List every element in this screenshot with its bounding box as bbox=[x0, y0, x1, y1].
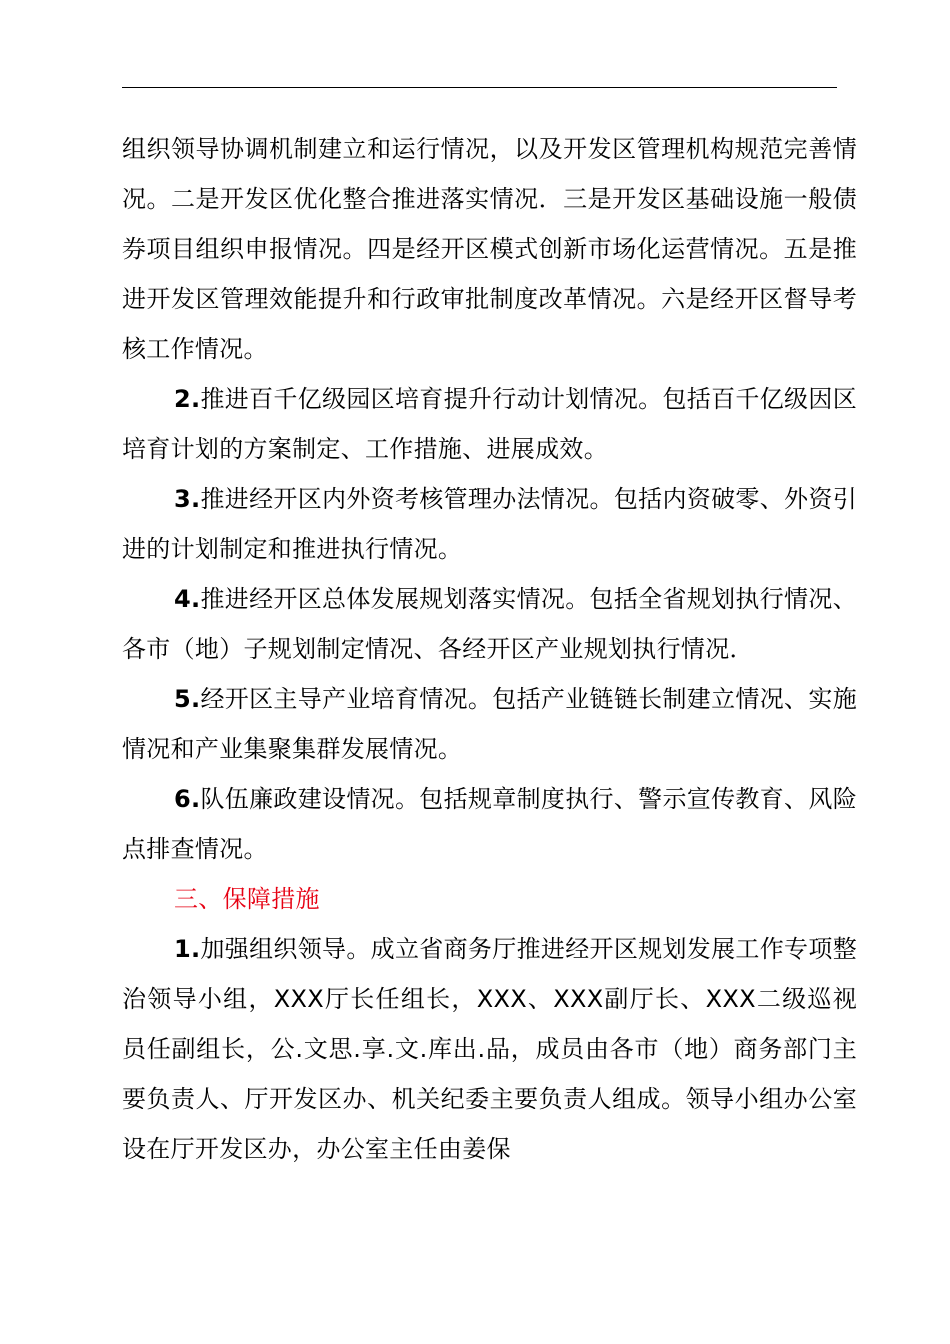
item-number: 3. bbox=[174, 485, 201, 513]
paragraph-item-3 bbox=[122, 474, 857, 574]
paragraph-continuation bbox=[122, 124, 857, 374]
item-number: 4. bbox=[174, 585, 201, 613]
item-number: 1. bbox=[174, 935, 201, 963]
paragraph-text: 推进百千亿级园区培育提升行动计划情况。包括百千亿级因区培育计划的方案制定、工作措施、进展成效。 bbox=[122, 385, 857, 463]
paragraph-text: 队伍廉政建设情况。包括规章制度执行、警示宣传教育、风险点排查情况。 bbox=[122, 785, 857, 863]
paragraph-item-2 bbox=[122, 374, 857, 474]
item-number: 6. bbox=[174, 785, 201, 813]
document-body bbox=[122, 124, 857, 1174]
paragraph-text: 经开区主导产业培育情况。包括产业链链长制建立情况、实施情况和产业集聚集群发展情况。 bbox=[122, 685, 857, 763]
paragraph-text: 组织领导协调机制建立和运行情况，以及开发区管理机构规范完善情况。二是开发区优化整合推进落实情况．三是开发区基础设施一般债券项目组织申报情况。四是经开区模式创新市场化运营情况。五是推进开发区管理效能提升和行政审批制度改革情况。六是经开区督导考核工作情况。 bbox=[122, 135, 857, 363]
paragraph-item-6 bbox=[122, 774, 857, 874]
paragraph-text: 推进经开区内外资考核管理办法情况。包括内资破零、外资引进的计划制定和推进执行情况。 bbox=[122, 485, 857, 563]
header-rule bbox=[122, 87, 837, 88]
item-number: 5. bbox=[174, 685, 201, 713]
section-heading: 三、保障措施 bbox=[174, 885, 320, 913]
item-number: 2. bbox=[174, 385, 201, 413]
paragraph-text: 推进经开区总体发展规划落实情况。包括全省规划执行情况、各市（地）子规划制定情况、各经开区产业规划执行情况． bbox=[122, 585, 857, 663]
paragraph-text: 加强组织领导。成立省商务厅推进经开区规划发展工作专项整治领导小组，XXX厅长任组长，XXX、XXX副厅长、XXX二级巡视员任副组长，公.文思.享.文.库出.品，成员由各市（地）商务部门主要负责人、厅开发区办、机关纪委主要负责人组成。领导小组办公室设在厅开发区办，办公室主任由姜保 bbox=[122, 935, 857, 1163]
paragraph-item-4 bbox=[122, 574, 857, 674]
paragraph-measure-1 bbox=[122, 924, 857, 1174]
paragraph-item-5 bbox=[122, 674, 857, 774]
